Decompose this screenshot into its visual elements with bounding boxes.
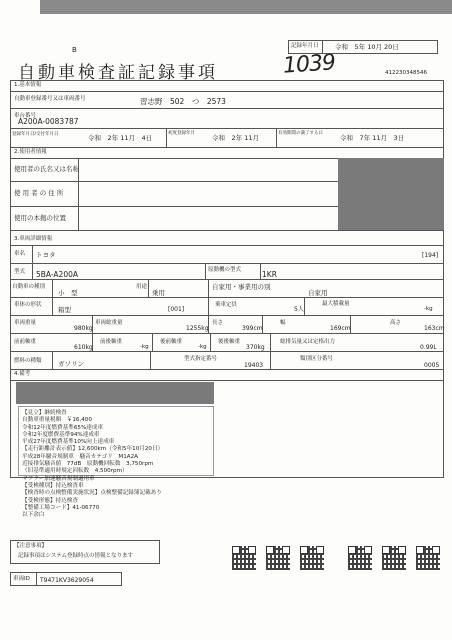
model-value: 5BA-A200A bbox=[36, 270, 79, 279]
user-name-label: 使用者の氏名又は名称 bbox=[14, 165, 79, 173]
gross-label: 車両総重量 bbox=[95, 320, 123, 326]
type-no-label: 型式指定番号 bbox=[184, 356, 218, 362]
corner-mark: B bbox=[72, 46, 77, 54]
section4-heading: 4.備考 bbox=[14, 371, 31, 377]
displacement-label: 総排気量又は定格出力 bbox=[280, 339, 336, 345]
shape-code: [001] bbox=[168, 306, 185, 313]
first-reg-month-label: 初度登録年月 bbox=[168, 131, 195, 136]
ff-axle-label: 前前軸重 bbox=[14, 339, 37, 345]
car-id-label: 車両ID bbox=[13, 576, 30, 582]
remark-line: 【受検形態】持込検査 bbox=[22, 497, 78, 504]
qr-code-4 bbox=[348, 546, 372, 570]
fuel-value: ガソリン bbox=[58, 360, 84, 368]
remark-line: 以下余白 bbox=[22, 512, 45, 519]
fuel-label: 燃料の種類 bbox=[14, 358, 42, 364]
user-address-label: 使 用 者 の 住 所 bbox=[14, 189, 64, 197]
qr-code-1 bbox=[232, 546, 256, 570]
handwritten-number: 1039 bbox=[282, 50, 336, 79]
redaction-bar-top bbox=[40, 0, 452, 14]
remarks-notes bbox=[22, 410, 163, 519]
max-load-value: -kg bbox=[424, 306, 433, 312]
chassis-value: A200A-0083787 bbox=[18, 117, 79, 126]
category-label: 類別区分番号 bbox=[300, 356, 334, 362]
car-id-value: T9471KV3629054 bbox=[40, 577, 94, 584]
qr-code-6 bbox=[416, 546, 440, 570]
reg-label: 自動車登録番号又は車両番号 bbox=[14, 96, 86, 102]
width-label: 幅 bbox=[280, 320, 286, 326]
height-value: 163cm bbox=[424, 325, 445, 332]
rf-axle-label: 後前軸重 bbox=[160, 339, 183, 345]
remark-line: 令和2年度燃費基準94%達成車 bbox=[22, 431, 100, 438]
length-label: 長さ bbox=[212, 320, 224, 326]
height-label: 高さ bbox=[390, 320, 402, 326]
engine-label: 原動機の型式 bbox=[208, 267, 242, 273]
shape-value: 箱型 bbox=[58, 306, 71, 314]
remark-line: 【見立】継続検査 bbox=[22, 410, 67, 416]
rr-axle-label: 後後軸重 bbox=[218, 339, 241, 345]
first-reg-value: 令和 2年 11月 4日 bbox=[88, 134, 153, 142]
remark-line: 平成28年騒音規制車 騒音カテゴリ M1A2A bbox=[22, 453, 138, 460]
rf-axle-value: -kg bbox=[198, 344, 207, 350]
expiry-label: 有効期間の満了する日 bbox=[278, 131, 323, 136]
purpose-label: 自家用・事業用の別 bbox=[212, 283, 271, 291]
width-value: 169cm bbox=[330, 325, 351, 332]
qr-code-3 bbox=[300, 546, 324, 570]
remark-line: 【検査時の点検整備実施状況】点検整備記録簿記載あり bbox=[22, 490, 162, 497]
doc-number: 412230348546 bbox=[385, 70, 427, 76]
remark-line: マフラー加速騒音規制適用車 bbox=[22, 475, 95, 482]
qr-code-2 bbox=[266, 546, 290, 570]
base-location-label: 使用の本拠の位置 bbox=[14, 214, 66, 222]
remark-line: （旧基準適用時規定回転数 4,500rpm） bbox=[22, 468, 128, 475]
shape-label: 車体の形状 bbox=[14, 302, 42, 308]
remark-line: 【整備工場コード】41-06770 bbox=[22, 504, 100, 511]
kind-label: 自動車の種別 bbox=[12, 284, 46, 290]
type-no-value: 19403 bbox=[244, 362, 264, 369]
gross-value: 1255kg bbox=[186, 325, 209, 332]
chassis-label: 車台番号 bbox=[14, 113, 37, 119]
qr-code-5 bbox=[382, 546, 406, 570]
first-reg-label: 登録年月日/交付年月日 bbox=[12, 132, 59, 137]
notice-label: 【注意事項】 bbox=[14, 543, 48, 549]
capacity-label: 乗車定員 bbox=[215, 302, 238, 308]
remark-line: 【受検種別】持込検査車 bbox=[22, 482, 84, 489]
record-date-label: 記録年月日 bbox=[291, 43, 319, 49]
use-value: 乗用 bbox=[152, 289, 165, 297]
remark-line: 【走行距離計表示値】12,600km（令和5年10月20日） bbox=[22, 446, 164, 453]
maker-label: 車名 bbox=[14, 251, 26, 257]
document-title: 自動車検査証記録事項 bbox=[18, 63, 218, 83]
max-load-label: 最大積載量 bbox=[322, 301, 350, 307]
notice-text: 記録事項はシステム登録時点の情報となります bbox=[18, 553, 133, 559]
section1-heading: 1.基本情報 bbox=[14, 82, 42, 88]
first-reg-month-value: 令和 2年 11月 bbox=[212, 134, 259, 142]
purpose-value: 自家用 bbox=[308, 289, 328, 297]
remark-line: 平成27年度燃費基準10%向上達成車 bbox=[22, 439, 115, 446]
rr-axle-value: 370kg bbox=[246, 344, 265, 351]
weight-value: 980kg bbox=[74, 325, 93, 332]
category-value: 0005 bbox=[424, 362, 440, 369]
reg-value: 習志野 502 つ 2573 bbox=[140, 97, 226, 106]
use-label: 用途 bbox=[136, 284, 148, 290]
maker-code: [194] bbox=[422, 252, 439, 259]
ff-axle-value: 610kg bbox=[74, 344, 93, 351]
section2-heading: 2.使用者情報 bbox=[14, 149, 47, 155]
capacity-value: 5人 bbox=[294, 306, 304, 313]
length-value: 399cm bbox=[242, 325, 263, 332]
engine-value: 1KR bbox=[262, 270, 277, 279]
kind-value: 小 型 bbox=[58, 289, 78, 297]
remarks-redaction bbox=[16, 382, 214, 404]
remark-line: 自動車重量税額 ￥16,400 bbox=[22, 417, 92, 424]
weight-label: 車両重量 bbox=[14, 320, 37, 326]
expiry-value: 令和 7年 11月 3日 bbox=[340, 134, 405, 142]
model-label: 型式 bbox=[14, 269, 26, 275]
remark-line: 近接排気騒音値 77dB 原動機回転数 3,750rpm bbox=[22, 461, 154, 468]
displacement-value: 0.99L bbox=[420, 344, 437, 351]
remark-line: 令和12年度燃費基準65%達成車 bbox=[22, 424, 104, 431]
user-info-redaction bbox=[338, 158, 444, 230]
maker-value: トヨタ bbox=[36, 251, 56, 259]
fr-axle-label: 前後軸重 bbox=[100, 339, 123, 345]
section3-heading: 3.車両詳細情報 bbox=[14, 236, 53, 242]
record-date-value: 令和 5年 10月 20日 bbox=[335, 43, 399, 51]
fr-axle-value: -kg bbox=[140, 344, 149, 350]
